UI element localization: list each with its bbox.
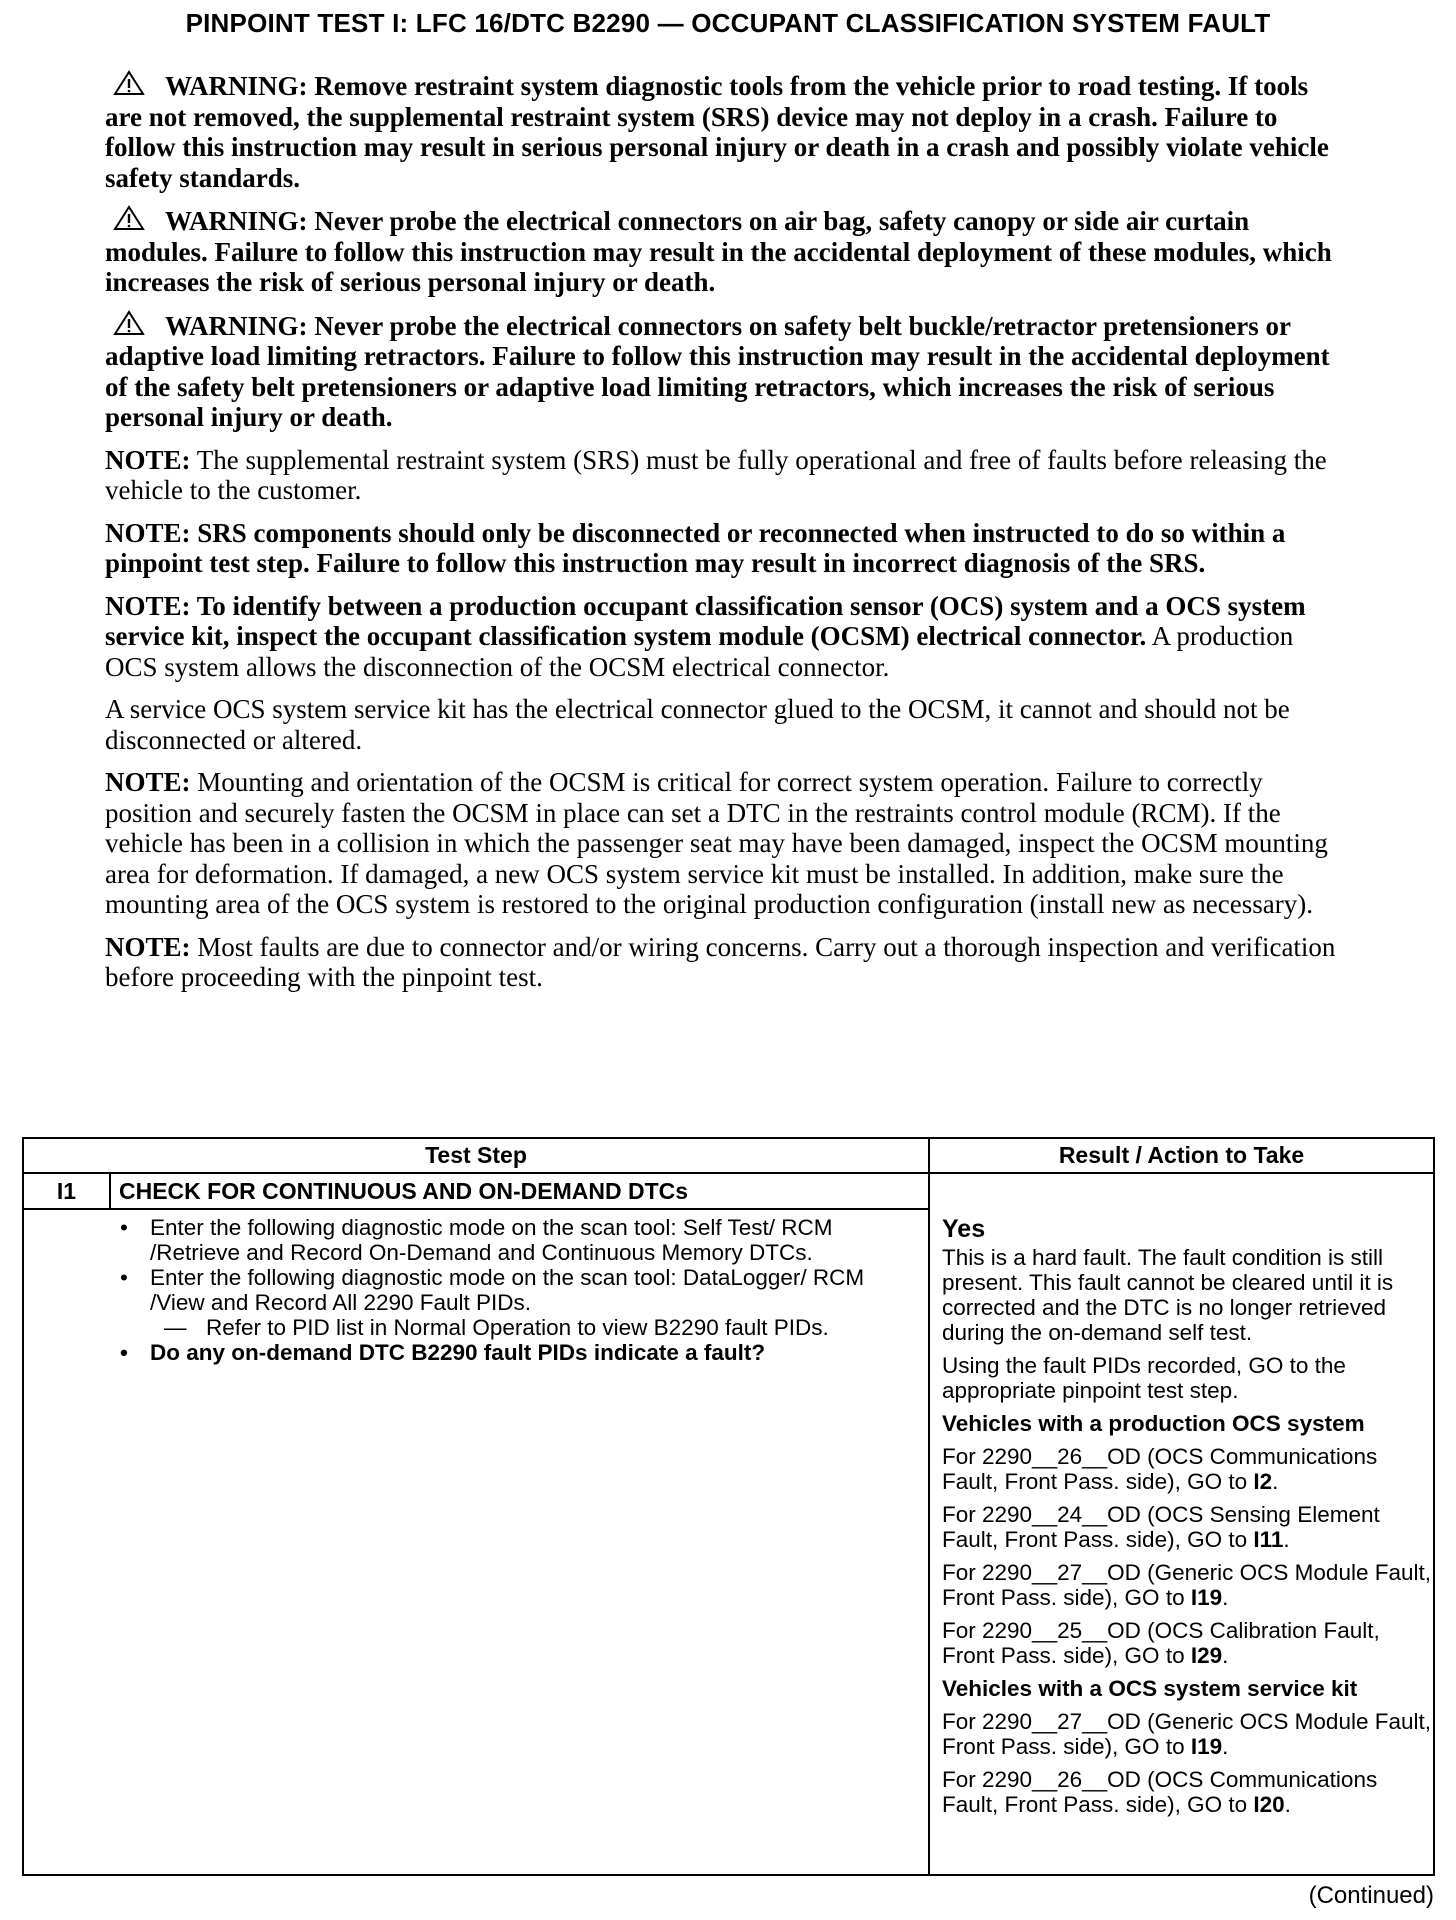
list-item bbox=[942, 1618, 1437, 1668]
page-title: PINPOINT TEST I: LFC 16/DTC B2290 — OCCUPANT CLASSIFICATION SYSTEM FAULT bbox=[185, 8, 1271, 38]
list-item bbox=[114, 1215, 874, 1265]
result-text: For 2290__27__OD (Generic OCS Module Fault, Front Pass. side), GO to bbox=[942, 1709, 1431, 1759]
list-item bbox=[942, 1709, 1437, 1759]
note-4 bbox=[105, 767, 1345, 920]
goto-link-I11[interactable]: I11 bbox=[1253, 1527, 1284, 1552]
goto-link-I2[interactable]: I2 bbox=[1253, 1469, 1273, 1494]
goto-link-I19[interactable]: I19 bbox=[1190, 1585, 1223, 1610]
note-5 bbox=[105, 932, 1345, 993]
warning-2 bbox=[105, 205, 1345, 298]
sub-list-item bbox=[114, 1315, 874, 1340]
pinpoint-table bbox=[22, 1137, 1435, 1876]
goto-link-I29[interactable]: I29 bbox=[1190, 1643, 1223, 1668]
header-result: Result / Action to Take bbox=[1058, 1142, 1305, 1168]
result-end: . bbox=[1222, 1643, 1229, 1668]
result-end: . bbox=[1272, 1469, 1279, 1494]
result-end: . bbox=[1222, 1734, 1229, 1759]
result-end: . bbox=[1222, 1585, 1229, 1610]
warning-1-text: WARNING: Remove restraint system diagnostic tools from the vehicle prior to road testing. If tools are not removed, the supplemental restraint system (SRS) device may not deploy in a crash. Failure to follow this instruction may result in serious personal injury or death in a crash and possibly violate vehicle safety standards. bbox=[105, 71, 1329, 193]
note-2: NOTE: SRS components should only be disconnected or reconnected when instructed to do so within a pinpoint test step. Failure to follow this instruction may result in incorrect diagnosis of the SRS. bbox=[105, 517, 1286, 578]
column-divider bbox=[928, 1139, 930, 1874]
using-text: Using the fault PIDs recorded, GO to the appropriate pinpoint test step. bbox=[942, 1353, 1346, 1403]
step-title: CHECK FOR CONTINUOUS AND ON-DEMAND DTCs bbox=[119, 1178, 689, 1204]
bullet-1-text: Enter the following diagnostic mode on the scan tool: Self Test/ RCM /Retrieve and Record On-Demand and Continuous Memory DTCs. bbox=[150, 1215, 833, 1265]
note-5-label: NOTE: bbox=[105, 931, 191, 962]
result-column bbox=[942, 1215, 1437, 1825]
bullet-icon: • bbox=[120, 1265, 128, 1290]
result-text: For 2290__26__OD (OCS Communications Fault, Front Pass. side), GO to bbox=[942, 1444, 1378, 1494]
notes-section bbox=[105, 70, 1345, 1005]
warning-triangle-icon bbox=[105, 310, 165, 336]
production-heading: Vehicles with a production OCS system bbox=[942, 1411, 1365, 1436]
result-text: For 2290__25__OD (OCS Calibration Fault, Front Pass. side), GO to bbox=[942, 1618, 1380, 1668]
result-text: For 2290__27__OD (Generic OCS Module Fault, Front Pass. side), GO to bbox=[942, 1560, 1431, 1610]
result-text: For 2290__26__OD (OCS Communications Fault, Front Pass. side), GO to bbox=[942, 1767, 1378, 1817]
step-title-divider bbox=[24, 1208, 928, 1210]
service-kit-text: A service OCS system service kit has the electrical connector glued to the OCSM, it cannot and should not be disconnected or altered. bbox=[105, 694, 1290, 755]
warning-3 bbox=[105, 310, 1345, 433]
result-end: . bbox=[1283, 1527, 1290, 1552]
continued-label: (Continued) bbox=[1308, 1882, 1434, 1909]
note-4-text: Mounting and orientation of the OCSM is critical for correct system operation. Failure to correctly position and securely fasten the OCSM in place can set a DTC in the restraints control module (RCM). If the vehicle has been in a collision in which the passenger seat may have been damaged, inspect the OCSM mounting area for deformation. If damaged, a new OCS system service kit must be installed. In addition, make sure the mounting area of the OCS system is restored to the original production configuration (install new as necessary). bbox=[105, 767, 1328, 919]
bullet-2-text: Enter the following diagnostic mode on the scan tool: DataLogger/ RCM /View and Record All 2290 Fault PIDs. bbox=[150, 1265, 865, 1315]
result-text: For 2290__24__OD (OCS Sensing Element Fault, Front Pass. side), GO to bbox=[942, 1502, 1380, 1552]
note-3-bold: NOTE: To identify between a production occupant classification sensor (OCS) system and a OCS system service kit, inspect the occupant classification system module (OCSM) electrical connector. bbox=[105, 590, 1306, 651]
step-id-divider bbox=[109, 1172, 111, 1208]
result-end: . bbox=[1284, 1792, 1291, 1817]
header-test-step: Test Step bbox=[425, 1142, 527, 1168]
warning-triangle-icon bbox=[105, 70, 165, 96]
kit-heading: Vehicles with a OCS system service kit bbox=[942, 1676, 1358, 1701]
step-instructions bbox=[114, 1215, 874, 1365]
list-item bbox=[942, 1502, 1437, 1552]
list-item bbox=[942, 1560, 1437, 1610]
yes-text: This is a hard fault. The fault condition is still present. This fault cannot be cleared until it is corrected and the DTC is no longer retrieved during the on-demand self test. bbox=[942, 1245, 1394, 1345]
list-item bbox=[942, 1767, 1437, 1817]
goto-link-I20[interactable]: I20 bbox=[1253, 1792, 1285, 1817]
note-3 bbox=[105, 591, 1345, 683]
goto-link-I19[interactable]: I19 bbox=[1190, 1734, 1223, 1759]
warning-3-text: WARNING: Never probe the electrical connectors on safety belt buckle/retractor pretensioners or adaptive load limiting retractors. Failure to follow this instruction may result in the accidental deployment of the safety belt pretensioners or adaptive load limiting retractors, which increases the risk of serious personal injury or death. bbox=[105, 310, 1330, 432]
warning-2-text: WARNING: Never probe the electrical connectors on air bag, safety canopy or side air curtain modules. Failure to follow this instruction may result in the accidental deployment of these modules, which increases the risk of serious personal injury or death. bbox=[105, 206, 1332, 297]
bullet-icon: • bbox=[120, 1215, 128, 1240]
question-text: Do any on-demand DTC B2290 fault PIDs indicate a fault? bbox=[150, 1340, 766, 1365]
step-id: I1 bbox=[56, 1178, 77, 1204]
list-item bbox=[114, 1340, 874, 1365]
bullet-icon: • bbox=[120, 1340, 128, 1365]
note-3-text: A production OCS system allows the disconnection of the OCSM electrical connector. bbox=[105, 621, 1294, 682]
yes-label: Yes bbox=[942, 1215, 986, 1243]
note-1 bbox=[105, 445, 1345, 506]
list-item bbox=[114, 1265, 874, 1315]
note-1-text: The supplemental restraint system (SRS) must be fully operational and free of faults before releasing the vehicle to the customer. bbox=[105, 444, 1327, 505]
note-5-text: Most faults are due to connector and/or wiring concerns. Carry out a thorough inspection and verification before proceeding with the pinpoint test. bbox=[105, 931, 1336, 992]
note-4-label: NOTE: bbox=[105, 767, 191, 797]
sub-bullet-text: Refer to PID list in Normal Operation to view B2290 fault PIDs. bbox=[206, 1315, 829, 1340]
note-1-label: NOTE: bbox=[105, 444, 191, 475]
dash-icon: — bbox=[164, 1315, 187, 1340]
list-item bbox=[942, 1444, 1437, 1494]
warning-1 bbox=[105, 70, 1345, 193]
warning-triangle-icon bbox=[105, 205, 165, 231]
